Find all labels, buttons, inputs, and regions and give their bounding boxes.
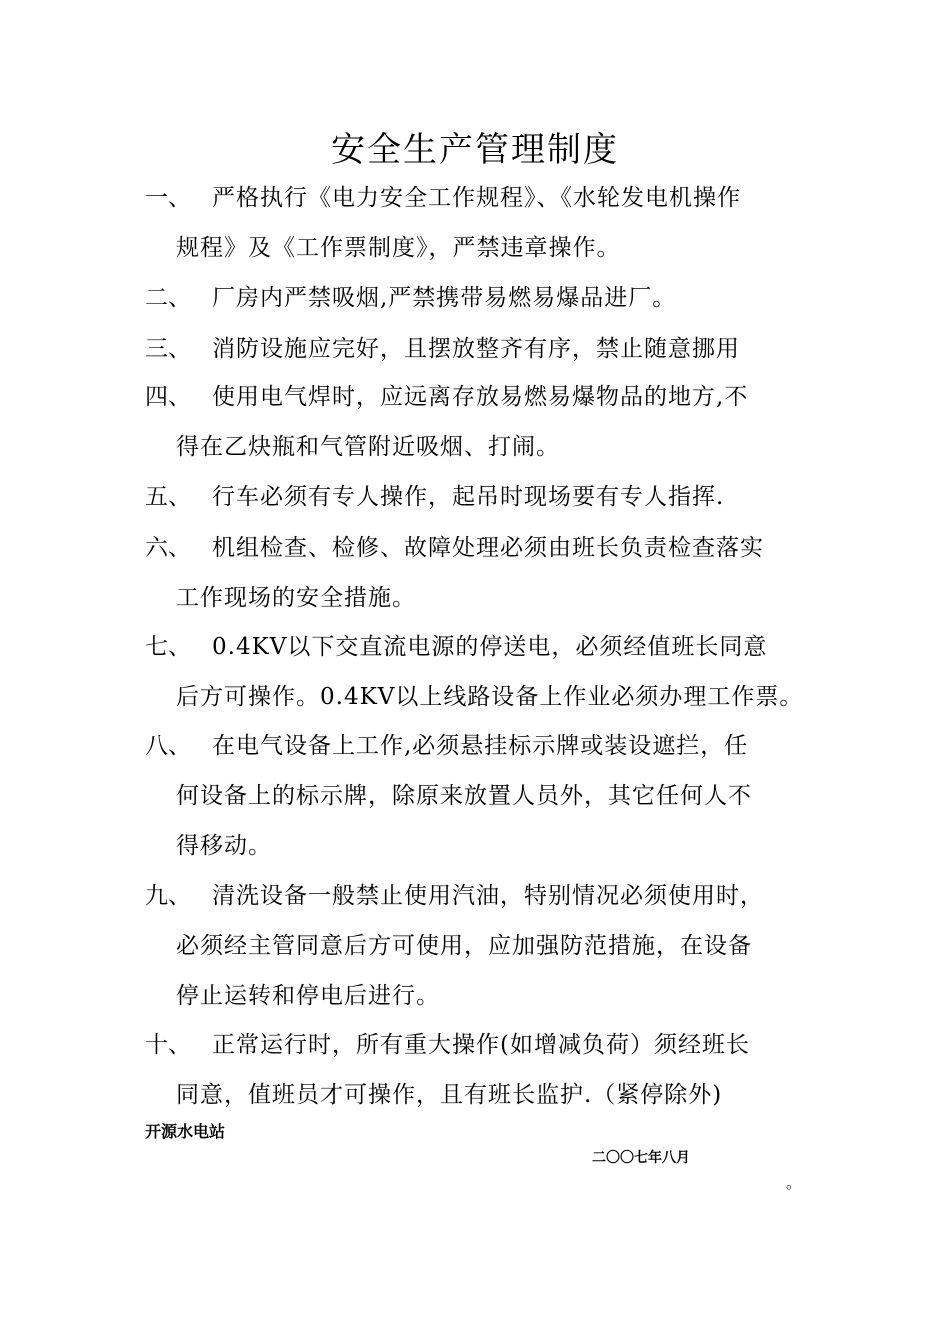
rule-text-line: 严格执行《电力安全工作规程》、《水轮发电机操作 <box>212 185 741 211</box>
rule-number: 七、 <box>145 634 191 660</box>
rule-text-line: 行车必须有专人操作，起吊时现场要有专人指挥. <box>212 484 725 510</box>
rule-number: 二、 <box>145 285 191 311</box>
rule-text-line: 在电气设备上工作,必须悬挂标示牌或装设遮拦，任 <box>212 733 749 759</box>
rule-number: 四、 <box>145 384 191 410</box>
rule-text-line: 消防设施应完好，且摆放整齐有序，禁止随意挪用 <box>212 336 740 362</box>
rule-number: 六、 <box>145 535 191 561</box>
trailing-mark: 。 <box>786 1173 803 1192</box>
rule-text-line: 后方可操作。0.4KV以上线路设备上作业必须办理工作票。 <box>176 684 804 710</box>
rule-text-line: 0.4KV以下交直流电源的停送电，必须经值班长同意 <box>212 634 768 660</box>
document-title: 安全生产管理制度 <box>331 130 619 170</box>
rule-text-line: 正常运行时，所有重大操作(如增减负荷）须经班长 <box>212 1032 750 1058</box>
rule-number: 十、 <box>145 1032 191 1058</box>
rule-text-line: 必须经主管同意后方可使用，应加强防范措施，在设备 <box>176 933 752 959</box>
rule-text-line: 工作现场的安全措施。 <box>176 585 416 611</box>
rule-text-line: 厂房内严禁吸烟,严禁携带易燃易爆品进厂。 <box>212 285 677 311</box>
rule-number: 五、 <box>145 484 191 510</box>
rule-text-line: 机组检查、检修、故障处理必须由班长负责检查落实 <box>212 535 764 561</box>
organization-name: 开源水电站 <box>145 1122 226 1141</box>
document-date: 二〇〇七年八月 <box>592 1150 690 1166</box>
rule-text-line: 清洗设备一般禁止使用汽油，特别情况必须使用时， <box>212 883 764 909</box>
rule-text-line: 使用电气焊时，应远离存放易燃易爆物品的地方,不 <box>212 384 749 410</box>
rule-number: 九、 <box>145 883 191 909</box>
rule-text-line: 同意，值班员才可操作，且有班长监护.（紧停除外) <box>176 1082 723 1108</box>
rule-text-line: 规程》及《工作票制度》，严禁违章操作。 <box>176 235 621 261</box>
rule-text-line: 得移动。 <box>176 833 272 859</box>
rule-text-line: 得在乙炔瓶和气管附近吸烟、打闹。 <box>176 434 560 460</box>
rule-number: 三、 <box>145 336 191 362</box>
rule-number: 一、 <box>145 185 191 211</box>
rule-text-line: 何设备上的标示牌，除原来放置人员外，其它任何人不 <box>176 783 752 809</box>
rule-number: 八、 <box>145 733 191 759</box>
rule-text-line: 停止运转和停电后进行。 <box>176 983 440 1009</box>
